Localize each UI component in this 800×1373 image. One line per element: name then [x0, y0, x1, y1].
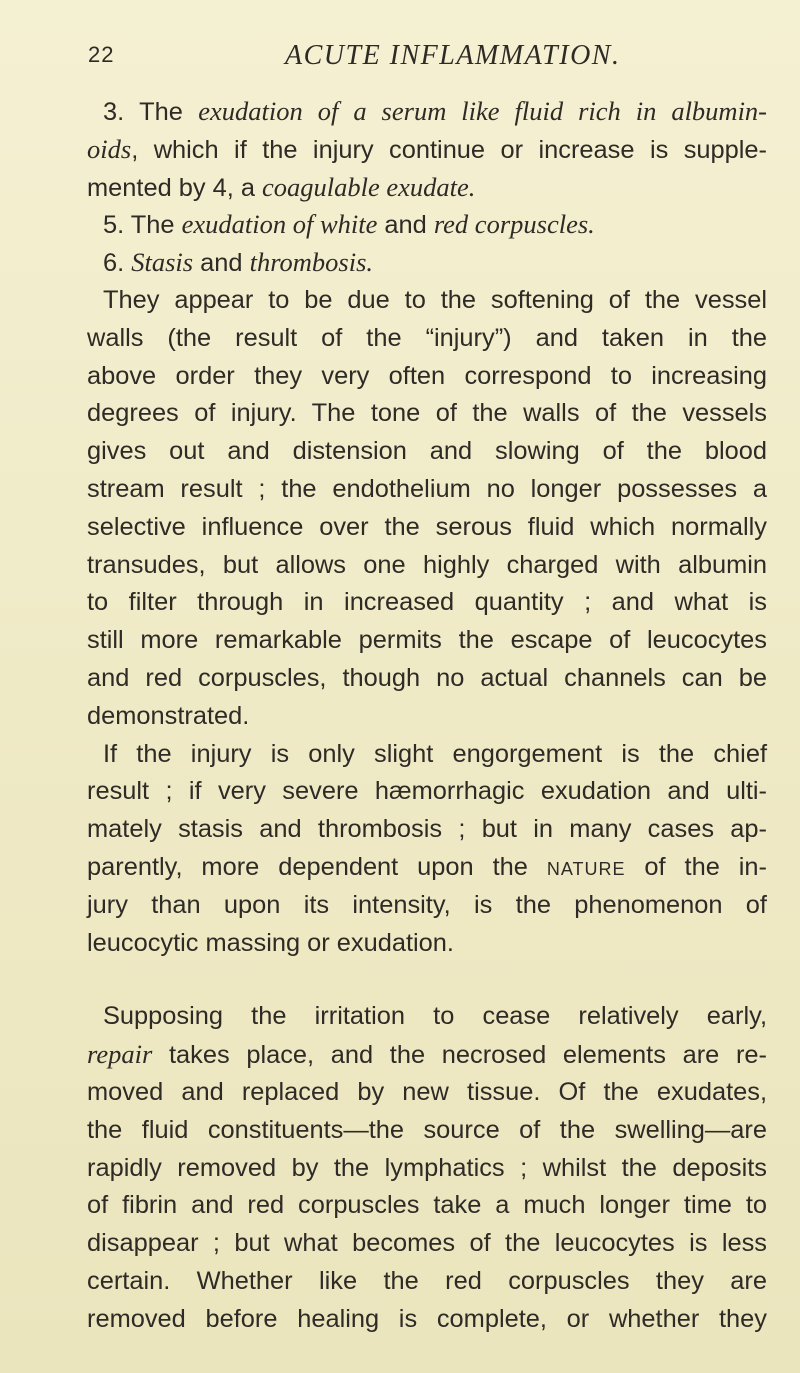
text-line [103, 206, 767, 244]
text-line: selective influence over the serous fluid which normally [87, 512, 767, 541]
italic-span: exudation of a serum like fluid rich in albumin- [198, 96, 768, 126]
text-line: rapidly removed by the lymphatics ; whilst the deposits [87, 1153, 767, 1182]
text-span: mented by 4, a [87, 173, 263, 202]
text-span: 3. The [103, 98, 199, 126]
text-line: transudes, but allows one highly charged with albumin [87, 550, 767, 579]
text-line: to filter through in increased quantity ; and what is [87, 588, 767, 617]
text-line [87, 169, 767, 207]
text-line: degrees of injury. The tone of the walls of the vessels [87, 399, 767, 428]
text-line: result ; if very severe hæmorrhagic exudation and ulti- [87, 777, 767, 806]
text-line [87, 131, 767, 169]
italic-span: oids [87, 133, 132, 164]
italic-span: Stasis [131, 247, 194, 278]
text-line: moved and replaced by new tissue. Of the exudates, [87, 1077, 767, 1106]
text-span: 5. The [103, 211, 182, 240]
italic-span: thrombosis. [249, 247, 374, 278]
text-line: disappear ; but what becomes of the leucocytes is less [87, 1229, 767, 1258]
text-line: jury than upon its intensity, is the phenomenon of [87, 890, 767, 919]
text-span: , which if the injury continue or increase is supple- [131, 135, 767, 164]
text-line [103, 244, 767, 282]
italic-span: exudation of white [181, 209, 378, 240]
text-span: parently, more dependent upon the [87, 852, 547, 881]
text-line: demonstrated. [87, 701, 250, 730]
text-line: of fibrin and red corpuscles take a much longer time to [87, 1191, 767, 1220]
text-line: leucocytic massing or exudation. [87, 928, 454, 957]
text-line: walls (the result of the “injury”) and taken in the [87, 323, 767, 352]
small-caps-span: nature [546, 852, 626, 881]
text-line [103, 93, 767, 131]
paragraph-gap [103, 962, 767, 998]
text-line: They appear to be due to the softening of the vessel [103, 285, 767, 314]
text-line: the fluid constituents—the source of the swelling—are [87, 1115, 767, 1144]
text-line: If the injury is only slight engorgement is the chief [103, 739, 767, 768]
text-span: and [377, 211, 434, 240]
page-number: 22 [88, 42, 115, 67]
text-line: Supposing the irritation to cease relatively early, [103, 1002, 767, 1031]
italic-span: coagulable exudate. [262, 171, 476, 202]
text-span: of the in- [625, 852, 767, 881]
italic-span: repair [87, 1039, 153, 1070]
text-line: mately stasis and thrombosis ; but in many cases ap- [87, 815, 767, 844]
text-line: still more remarkable permits the escape of leucocytes [87, 626, 767, 655]
page-header [88, 42, 728, 82]
text-line: removed before healing is complete, or whether they [87, 1304, 767, 1333]
text-line: and red corpuscles, though no actual channels can be [87, 663, 767, 692]
text-span: 6. [103, 249, 132, 278]
text-line [87, 1036, 767, 1074]
body-text [87, 93, 768, 1339]
text-line: stream result ; the endothelium no longer possesses a [87, 474, 767, 503]
text-line: above order they very often correspond to increasing [87, 361, 767, 390]
text-span: and [193, 249, 250, 278]
text-line [87, 849, 767, 887]
text-line: gives out and distension and slowing of the blood [87, 437, 767, 466]
text-line: certain. Whether like the red corpuscles they are [87, 1266, 767, 1295]
text-span: takes place, and the necrosed elements are re- [152, 1041, 767, 1070]
running-head: ACUTE INFLAMMATION. [285, 40, 621, 71]
italic-span: red corpuscles. [433, 209, 595, 240]
